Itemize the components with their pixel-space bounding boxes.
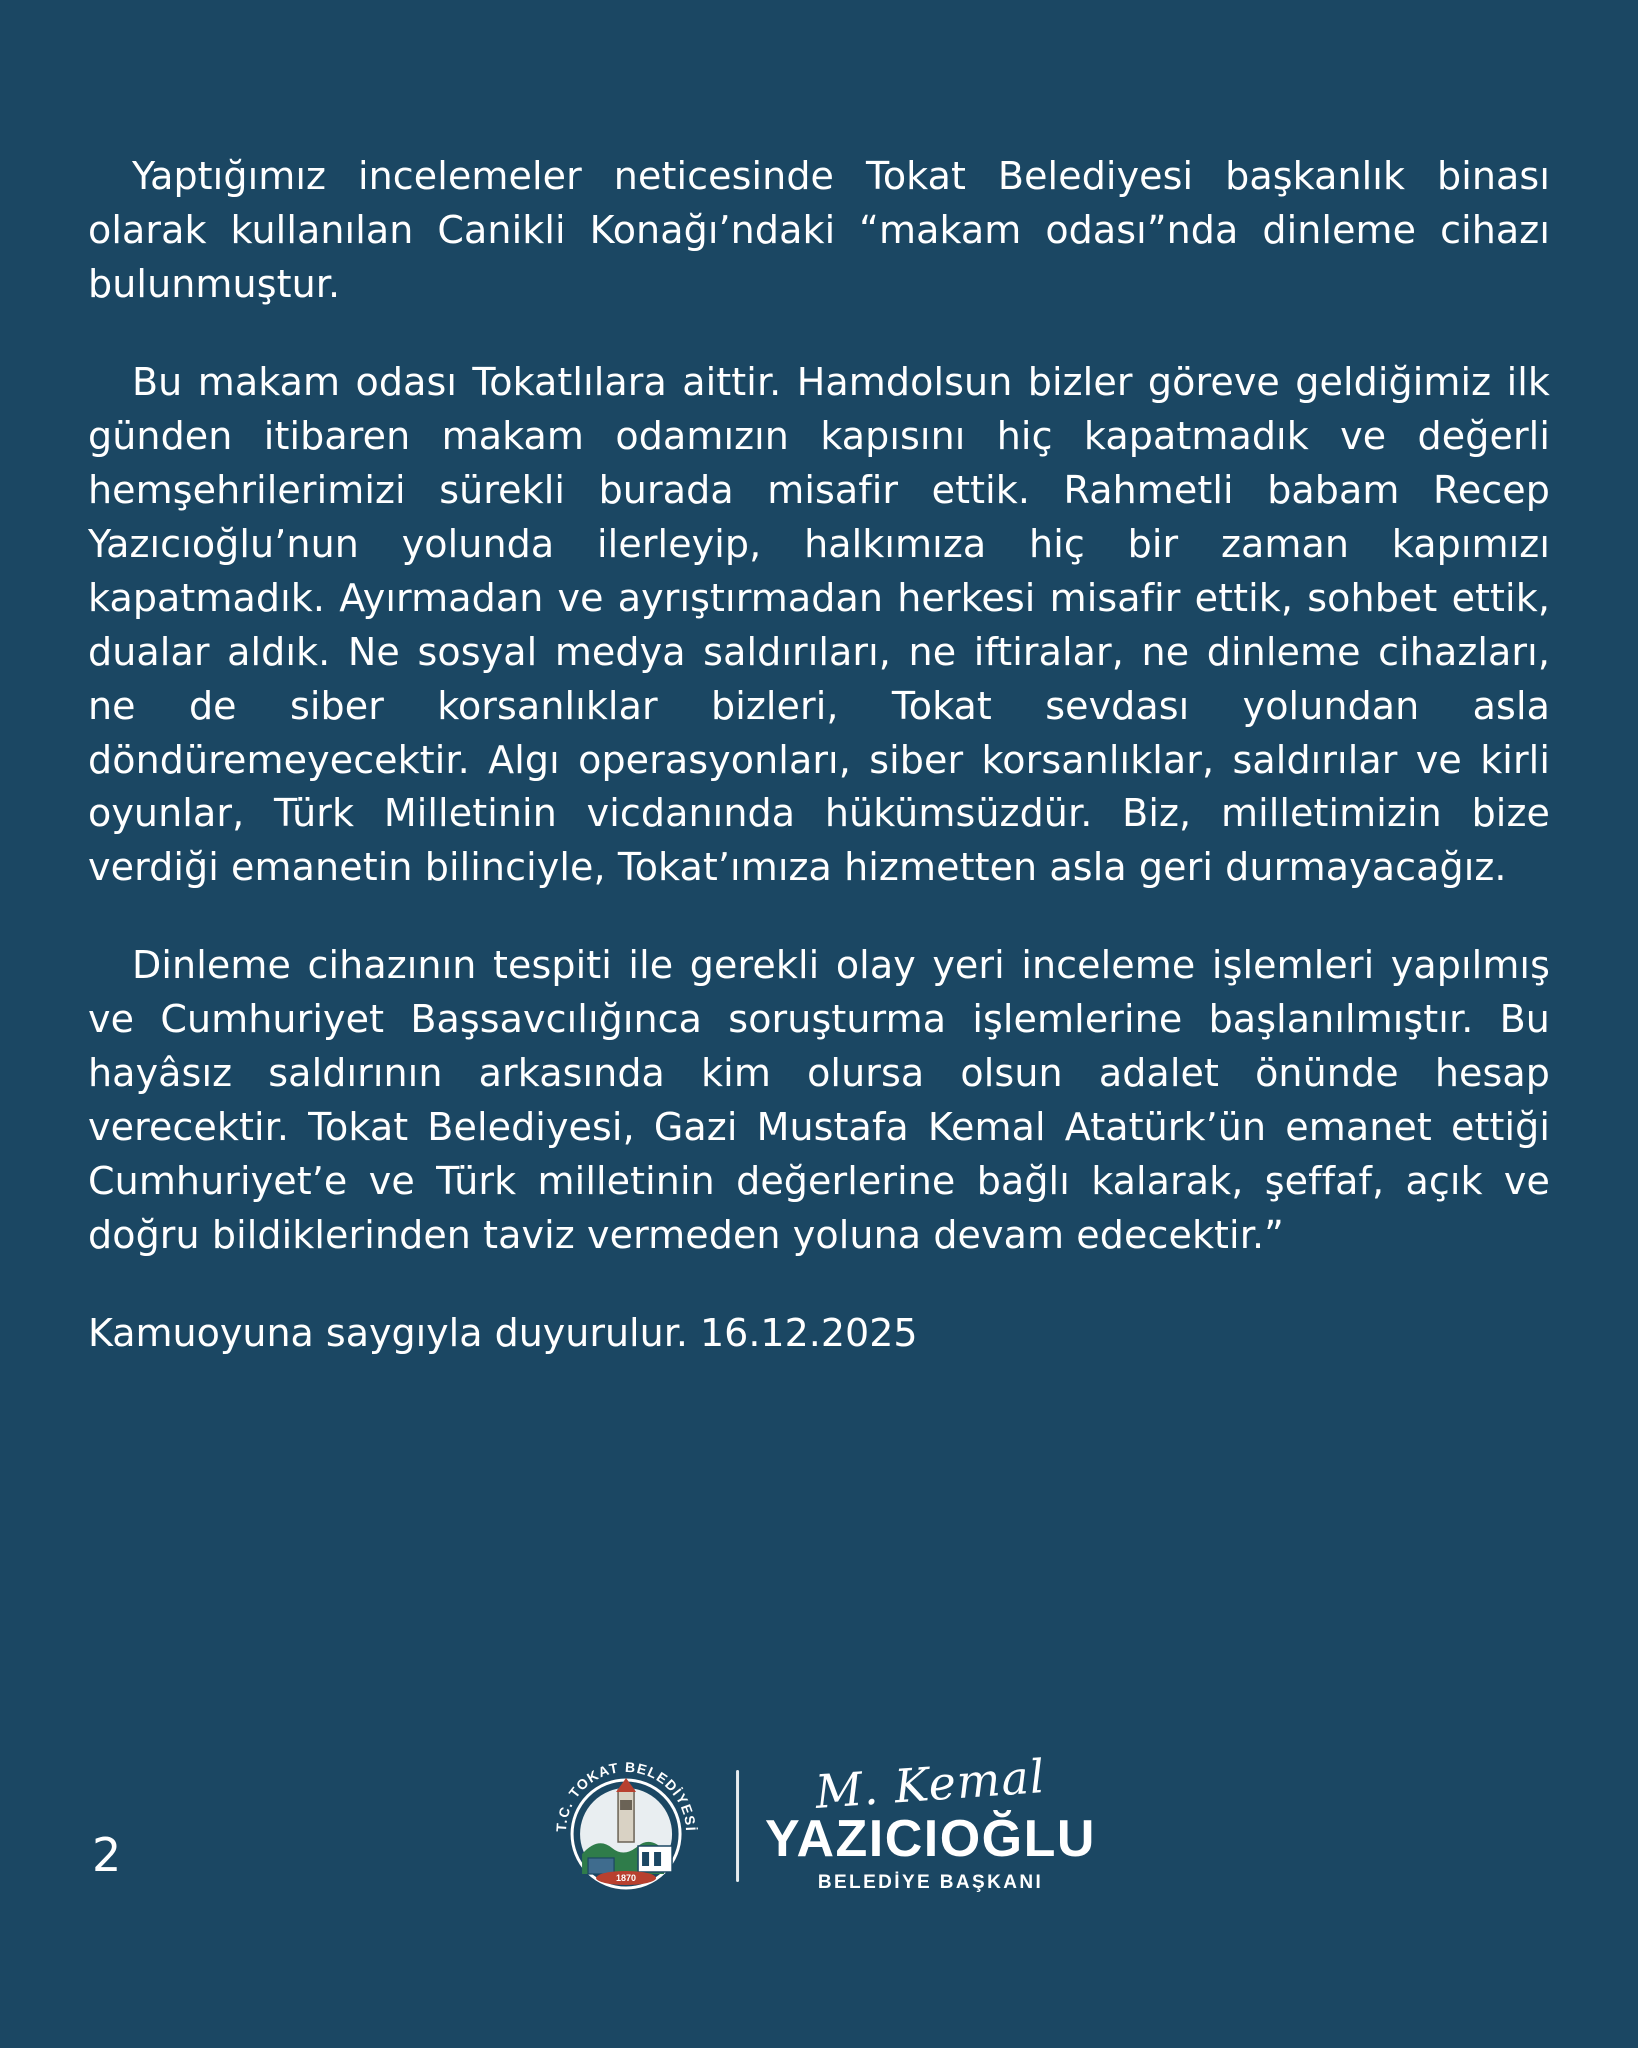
mayor-signature (765, 1748, 1096, 1893)
page-footer (0, 1740, 1638, 1970)
tokat-belediyesi-seal-icon (542, 1742, 710, 1910)
page-number: 2 (92, 1828, 122, 1882)
signature-surname: YAZICIOĞLU (765, 1809, 1096, 1868)
statement-body (88, 150, 1550, 1361)
brand-lockup (542, 1742, 1096, 1910)
brand-divider (736, 1770, 739, 1882)
seal-top-text: T.C. TOKAT BELEDİYESİ (552, 1758, 700, 1833)
seal-year-text: 1870 (616, 1873, 637, 1883)
signature-role: BELEDİYE BAŞKANI (817, 1871, 1044, 1893)
paragraph-1: Yaptığımız incelemeler neticesinde Tokat Belediyesi başkanlık binası olarak kullanılan Canikli Konağı’ndaki “makam odası”nda dinleme cihazı bulunmuştur. (88, 154, 1550, 306)
signature-script: M. Kemal (813, 1748, 1048, 1819)
paragraph-2: Bu makam odası Tokatlılara aittir. Hamdolsun bizler göreve geldiğimiz ilk günden itibaren makam odamızın kapısını hiç kapatmadık ve değerli hemşehrilerimizi sürekli burada misafir ettik. Rahmetli babam Recep Yazıcıoğlu’nun yolunda ilerleyip, halkımıza hiç bir zaman kapımızı kapatmadık. Ayırmadan ve ayrıştırmadan herkesi misafir ettik, sohbet ettik, dualar aldık. Ne sosyal medya saldırıları, ne iftiralar, ne dinleme cihazları, ne de siber korsanlıklar bizleri, Tokat sevdası yolundan asla döndüremeyecektir. Algı operasyonları, siber korsanlıklar, saldırılar ve kirli oyunlar, Türk Milletinin vicdanında hükümsüzdür. Biz, milletimizin bize verdiği emanetin bilinciyle, Tokat’ımıza hizmetten asla geri durmayacağız. (88, 359, 1550, 890)
paragraph-3: Dinleme cihazının tespiti ile gerekli olay yeri inceleme işlemleri yapılmış ve Cumhuriyet Başsavcılığınca soruşturma işlemlerine başlanılmıştır. Bu hayâsız saldırının arkasında kim olursa olsun adalet önünde hesap verecektir. Tokat Belediyesi, Gazi Mustafa Kemal Atatürk’ün emanet ettiği Cumhuriyet’e ve Türk milletinin değerlerine bağlı kalarak, şeffaf, açık ve doğru bildiklerinden taviz vermeden yoluna devam edecektir.” (88, 943, 1550, 1258)
closing-line: Kamuoyuna saygıyla duyurulur. 16.12.2025 (88, 1311, 918, 1356)
